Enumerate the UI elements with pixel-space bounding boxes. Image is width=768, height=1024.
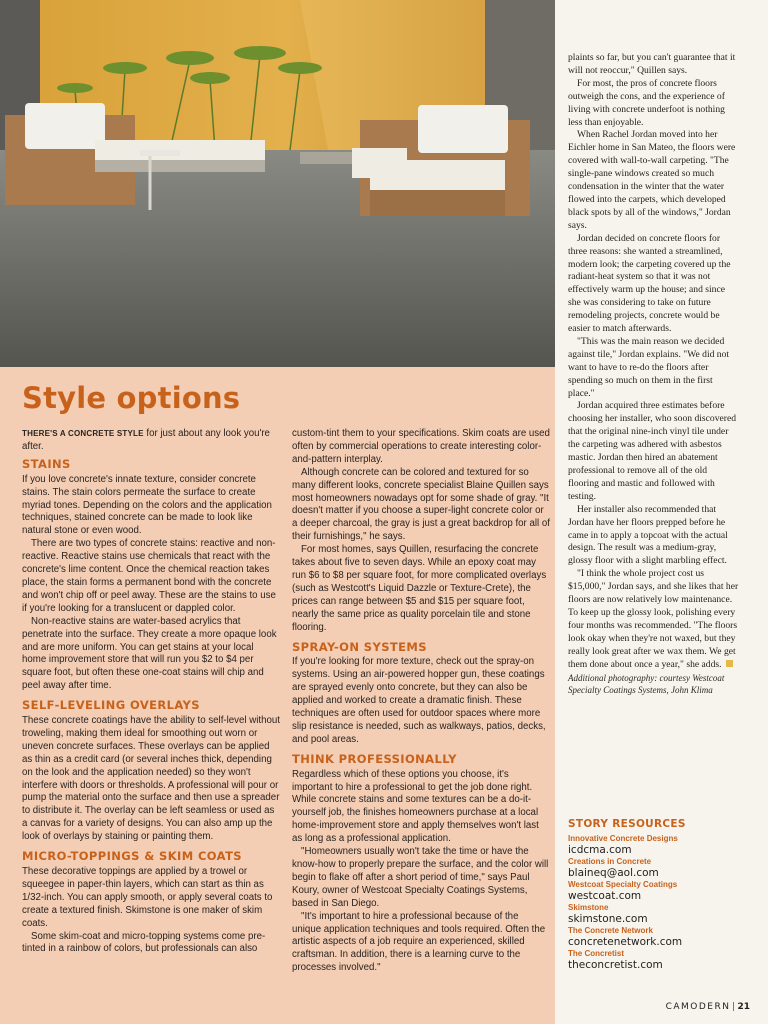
resource-name: Skimstone	[568, 903, 609, 912]
intro-rest: for just about any look you're after.	[22, 428, 270, 452]
continued-paragraph: custom-tint them to your specifications. Skim coats are used often by commercial operations to create interesting color-and-pattern interplay.	[292, 428, 550, 465]
end-mark-icon	[726, 660, 733, 667]
photo-credit: Additional photography: courtesy Westcoat Specialty Coatings Systems, John Klima	[568, 672, 725, 695]
section-headline: Style options	[22, 381, 241, 415]
stains-paragraph: Non-reactive stains are water-based acrylics that penetrate into the surface. They create a more opaque look and are more uniform. You can get stains at your local home improvement store that will run you $2 to $4 per square foot, but often these one-coat stains will chip and peel away after time.	[22, 615, 277, 692]
think-heading: THINK PROFESSIONALLY	[292, 751, 457, 766]
resource-item	[568, 857, 743, 879]
intro-line	[22, 428, 280, 454]
resource-link[interactable]: blaineq@aol.com	[568, 867, 659, 879]
left-column	[22, 428, 280, 956]
footer-separator	[733, 1002, 734, 1011]
living-room-photo	[0, 0, 555, 367]
resource-item	[568, 926, 743, 948]
resource-name: The Concretist	[568, 949, 625, 958]
article-paragraph: For most, the pros of concrete floors outweigh the cons, and the experience of living with concrete underfoot is nothing less than enjoyable.	[568, 77, 725, 128]
story-resources	[568, 818, 743, 972]
micro-paragraph: Some skim-coat and micro-topping systems come pre-tinted in a rainbow of colors, but professionals can also	[22, 930, 266, 955]
article-last-paragraph	[568, 568, 740, 671]
hero-photo	[0, 0, 555, 367]
resource-link[interactable]: concretenetwork.com	[568, 936, 683, 948]
resource-item	[568, 880, 743, 902]
continued-paragraph: Although concrete can be colored and textured for so many different looks, concrete specialist Blaine Quillen says most homeowners nowadays opt for some shade of gray. "It doesn't matter if you choose a super-light concrete color or a deeper charcoal, the gray is just a great backdrop for all of their furnishings," he says.	[292, 466, 550, 543]
resource-link[interactable]: icdcma.com	[568, 844, 632, 856]
spray-heading: SPRAY-ON SYSTEMS	[292, 639, 427, 654]
page-footer	[666, 1002, 750, 1012]
resource-name: Innovative Concrete Designs	[568, 834, 678, 843]
right-column	[568, 52, 740, 696]
overlays-heading: SELF-LEVELING OVERLAYS	[22, 698, 200, 713]
article-last-text: "I think the whole project cost us $15,000," Jordan says, and she likes that her floors are now relatively low maintenance. To keep up the glossy look, polishing every four months was recommended. "The floors look okay when they're not waxed, but they really look great after we wax them. We get them done about once a year," she adds.	[568, 568, 739, 670]
resource-name: Creations in Concrete	[568, 857, 652, 866]
magazine-name: CAMODERN	[665, 1002, 731, 1012]
resource-link[interactable]: westcoat.com	[568, 890, 642, 902]
resource-name: Westcoat Specialty Coatings	[568, 880, 678, 889]
resource-name: The Concrete Network	[568, 926, 653, 935]
article-paragraph: Jordan acquired three estimates before choosing her installer, who soon discovered that the original nine-inch vinyl tile under the carpeting was adhered with asbestos mastic. Jordan then hired an abatement professional to remove all of the old flooring and mastic and followed with testing.	[568, 400, 737, 502]
article-paragraph: plaints so far, but you can't guarantee that it will not reoccur," Quillen says.	[568, 52, 736, 76]
resource-item	[568, 834, 743, 856]
resource-item	[568, 949, 743, 971]
article-paragraph: When Rachel Jordan moved into her Eichler home in San Mateo, the floors were covered with wall-to-wall carpeting. "The single-pane windows created so much condensation in the winter that the water flowed into the carpets, which developed black spots by all of the windows," Jordan says.	[568, 129, 736, 231]
middle-column	[292, 428, 550, 975]
continued-paragraph: For most homes, says Quillen, resurfacing the concrete takes about five to seven days. While an epoxy coat may run $6 to $8 per square foot, for more complicated overlays (such as Westcott's Liquid Dazzle or Texture-Crete), the prices can range between $5 and $15 per square foot, nearly the same price as quality porcelain tile and stone flooring.	[292, 544, 547, 633]
micro-heading: MICRO-TOPPINGS & SKIM COATS	[22, 849, 242, 864]
resources-title: STORY RESOURCES	[568, 818, 686, 830]
think-paragraph: "It's important to hire a professional because of the unique application techniques and tools required. Often the artistic aspects of a job require an experienced, skilled craftsman. In addition, there is a learning curve to the processes involved."	[292, 910, 546, 974]
intro-lead: THERE'S A CONCRETE STYLE	[22, 429, 144, 438]
article-paragraph: "This was the main reason we decided against tile," Jordan explains. "We did not want to have to re-do the floors after spending so much on them in the first place."	[568, 335, 730, 399]
micro-paragraph: These decorative toppings are applied by a trowel or squeegee in paper-thin layers, which can start as thin as 1/32-inch. You can apply smooth, or apply several coats to create a textured finish. Skimstone is one maker of skim coats.	[22, 866, 273, 929]
resource-item	[568, 903, 743, 925]
article-paragraph: Her installer also recommended that Jordan have her floors prepped before he came in to apply a topcoat with the actual design. The result was a medium-gray, glossy floor with a slight marbling effect.	[568, 503, 728, 567]
think-paragraph: Regardless which of these options you choose, it's important to hire a professional to get the job done right. While concrete stains and some textures can be a do-it-yourself job, the finishes homeowners purchase at a local home-improvement store and apply themselves won't last as long as a professional application.	[292, 768, 539, 845]
stains-paragraph: If you love concrete's innate texture, consider concrete stains. The stain colors permeate the surface to create myriad tones. Depending on the colors and the application techniques, stained concrete can be made to look like natural stone or even wood.	[22, 473, 272, 537]
stains-heading: STAINS	[22, 456, 71, 471]
spray-paragraph: If you're looking for more texture, check out the spray-on systems. Using an air-powered hopper gun, these coatings are sprayed evenly onto concrete, but they can also be applied and worked to create a dramatic finish. These techniques are often used for outdoor spaces where more slip resistance is needed, such as walkways, patios, decks, and pool areas.	[292, 656, 546, 745]
stains-paragraph: There are two types of concrete stains: reactive and non-reactive. Reactive stains use chemicals that react with the concrete's lime content. Once the chemical reaction takes place, the stain forms a permanent bond with the concrete and won't chip off or peel away. These are the stains to use if you're looking for a translucent or dappled color.	[22, 538, 276, 614]
overlays-paragraph: These concrete coatings have the ability to self-level without troweling, making them ideal for smoothing out worn or uneven concrete surfaces. These overlays can be applied as thin as a credit card (or several inches thick, depending on the look and the application needed) so they won't interfere with doors or thresholds. A professional will pour or pump the material onto the surface and then use a spreader to distribute it. The overlay can be left seamless or used as a canvas for a variety of designs. You can also amp up the look of overlays by staining or painting them.	[22, 715, 280, 843]
page-number: 21	[737, 1002, 750, 1012]
think-paragraph: "Homeowners usually won't take the time or have the know-how to properly prepare the surface, and the color will begin to flake off after a short period of time," says Paul Koury, owner of Westcoat Specialty Coatings Systems, based in San Diego.	[292, 846, 549, 909]
resource-link[interactable]: theconcretist.com	[568, 959, 663, 971]
article-paragraph: Jordan decided on concrete floors for three reasons: she wanted a streamlined, modern look; the carpeting covered up the radiant-heat system so that it was not effectively warm up the house; and since she was considering to take on future remodeling projects, concrete would be easier to match afterwards.	[568, 232, 731, 335]
resource-link[interactable]: skimstone.com	[568, 913, 648, 925]
